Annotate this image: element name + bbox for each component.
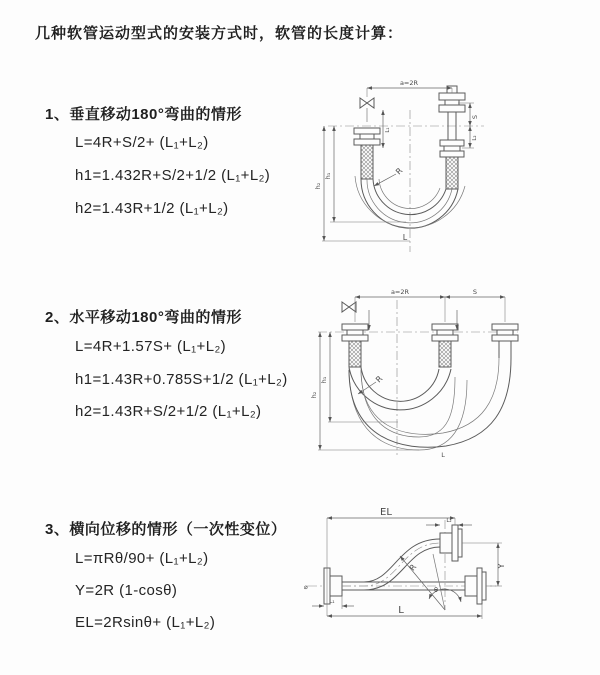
section-1-formula-l: L=4R+S/2+ (L₁+L₂) [75,134,209,151]
dimension-lines [310,288,505,459]
dim-label-s: S [472,288,478,296]
section-3-formula-el: EL=2Rsinθ+ (L₁+L₂) [75,614,216,631]
dim-label-l2: L₂ [472,135,478,141]
dim-label-l2: L₂ [446,518,452,524]
section-1-heading: 1、垂直移动180°弯曲的情形 [45,106,242,123]
left-flange-assembly [354,128,380,179]
diagram-horizontal-180-bend [306,280,536,460]
section-3-formula-y: Y=2R (1-cosθ) [75,582,178,599]
dim-label-l: L [402,233,408,242]
section-2-heading: 2、水平移动180°弯曲的情形 [45,309,242,326]
braided-hose-section [361,145,373,179]
section-3-formula-l: L=πRθ/90+ (L₁+L₂) [75,550,209,567]
braided-hose-section [439,341,451,367]
dim-label-l1: L₁ [385,127,391,133]
dim-label-l: L [441,451,445,459]
radius-label: R [374,374,385,385]
diagram-lateral-displacement [298,496,598,644]
section-1-formula-h2: h2=1.43R+1/2 (L₁+L₂) [75,200,229,217]
centerline-mark: ⌀ [304,583,308,591]
section-2-formula-l: L=4R+1.57S+ (L₁+L₂) [75,338,227,355]
dim-label-l: L [398,605,404,616]
centerlines [328,110,484,252]
angle-label: θ [434,586,438,594]
flange-stacks [342,324,518,367]
hose-u-curves [349,358,511,450]
diagram-vertical-180-bend [310,74,522,256]
upper-flange-assembly [440,525,462,561]
dim-label-h2: h₂ [314,182,322,190]
dim-label-a2r: a=2R [390,288,410,296]
dim-label-y: Y [497,563,506,569]
dim-label-h1: h₁ [324,172,332,180]
section-1-formula-h1: h1=1.432R+S/2+1/2 (L₁+L₂) [75,167,271,184]
right-flange-assembly [465,568,486,604]
centerlines [318,300,518,455]
valve-symbol [360,98,374,122]
dim-label-h1: h₁ [320,376,328,384]
dim-label-l1: L₁ [329,599,335,605]
section-2-formula-h2: h2=1.43R+S/2+1/2 (L₁+L₂) [75,403,262,420]
dim-label-s: S [471,114,479,120]
right-flange-assembly [439,86,465,189]
radius-label: R [394,166,405,177]
radius-label: R [407,562,419,573]
dim-label-el: EL [380,507,392,518]
braided-hose-section [349,341,361,367]
page-title: 几种软管运动型式的安装方式时，软管的长度计算： [35,25,404,42]
dim-label-h2: h₂ [310,391,318,399]
section-3-heading: 3、横向位移的情形（一次性变位） [45,521,287,538]
valve-symbol [342,302,356,312]
section-2-formula-h1: h1=1.43R+0.785S+1/2 (L₁+L₂) [75,371,288,388]
braided-hose-section [446,157,458,189]
dim-label-a2r: a=2R [399,79,419,87]
